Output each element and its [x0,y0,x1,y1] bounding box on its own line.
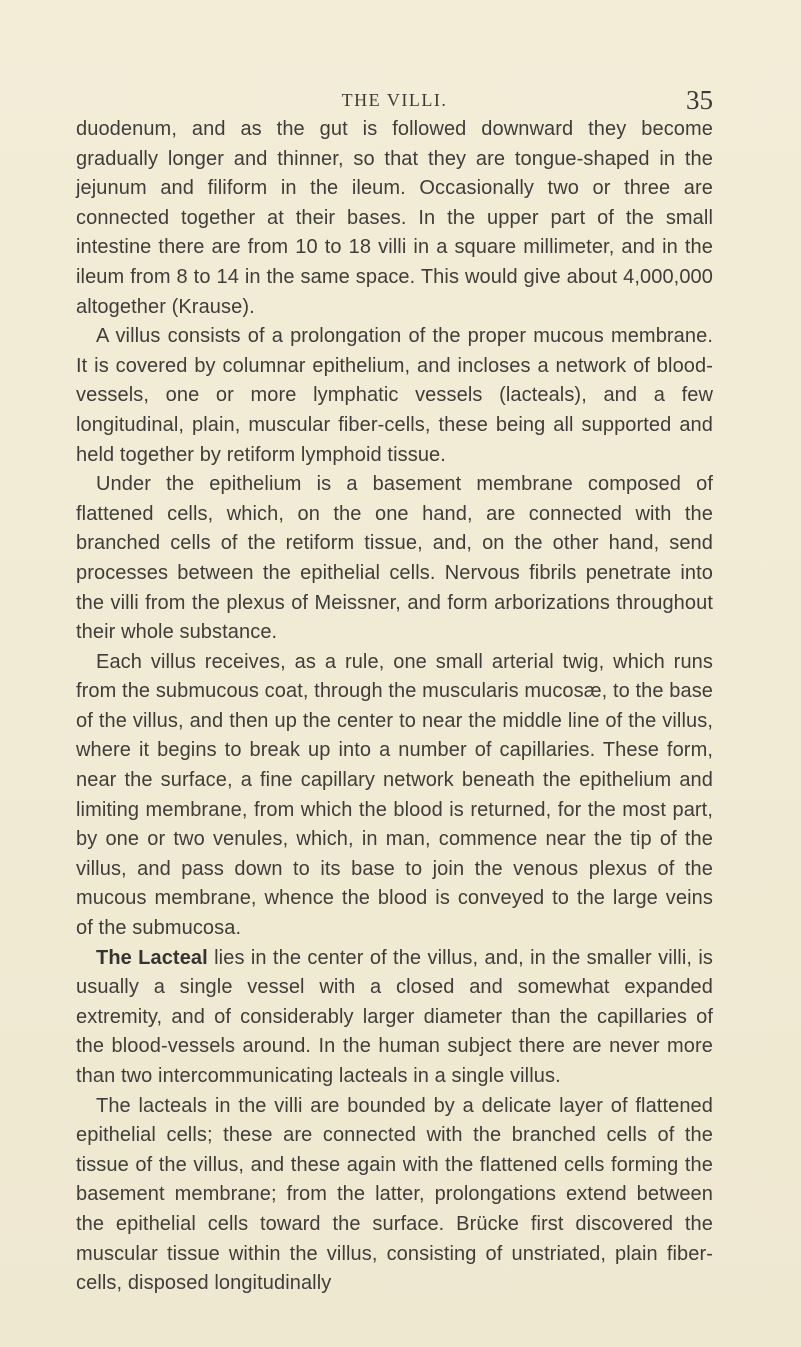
paragraph-basement-membrane: Under the epithelium is a basement membrane composed of flattened cells, which, on the one hand, are connected with the branched cells of the retiform tissue, and, on the other hand, send processes between the epithelial cells. Nervous fibrils penetrate into the villi from the plexus of Meissner, and form arborizations throughout their whole substance. [76,473,713,644]
running-head [76,80,713,120]
lacteal-heading: The Lacteal [96,946,208,969]
paragraph-villi-shape: duodenum, and as the gut is followed downward they become gradually longer and thinner, so that they are tongue-shaped in the jejunum and filiform in the ileum. Occasionally two or three are connected together at their bases. In the upper part of the small intestine there are from 10 to 18 villi in a square millimeter, and in the ileum from 8 to 14 in the same space. This would give about 4,000,000 altogether (Krause). [76,118,713,318]
paragraph-blood-supply: Each villus receives, as a rule, one small arterial twig, which runs from the submucous coat, through the muscularis mucosæ, to the base of the villus, and then up the center to near the middle line of the villus, where it begins to break up into a number of capillaries. These form, near the surface, a fine capillary network beneath the epithelium and limiting membrane, from which the blood is returned, for the most part, by one or two venules, which, in man, commence near the tip of the villus, and pass down to its base to join the venous plexus of the mucous membrane, whence the blood is conveyed to the large veins of the submucosa. [76,650,714,940]
page-number: 35 [686,85,713,115]
lacteal-description: lies in the center of the villus, and, in the smaller villi, is usually a single vessel with a closed and somewhat expanded extremity, and of considerably larger diameter than the capillaries of the blood-vessels around. In the human subject there are never more than two intercommunicating lacteals in a single villus. [76,946,714,1087]
body-text [76,115,713,1299]
paragraph-lacteal-epithelium: The lacteals in the villi are bounded by a delicate layer of flattened epithelial cells; these are connected with the branched cells of the tissue of the villus, and these again with the flattened cells forming the basement membrane; from the latter, prolongations extend between the epithelial cells toward the surface. Brücke first discovered the muscular tissue within the villus, consisting of unstriated, plain fiber-cells, disposed longitudinally [76,1094,713,1295]
paragraph-lacteal [76,944,713,1092]
running-title: THE VILLI. [341,90,448,110]
paragraph-villus-structure: A villus consists of a prolongation of the proper mucous membrane. It is covered by columnar epithelium, and incloses a network of blood-vessels, one or more lymphatic vessels (lacteals), and a few longitudinal, plain, muscular fiber-cells, these being all supported and held together by retiform lymphoid tissue. [76,325,713,466]
